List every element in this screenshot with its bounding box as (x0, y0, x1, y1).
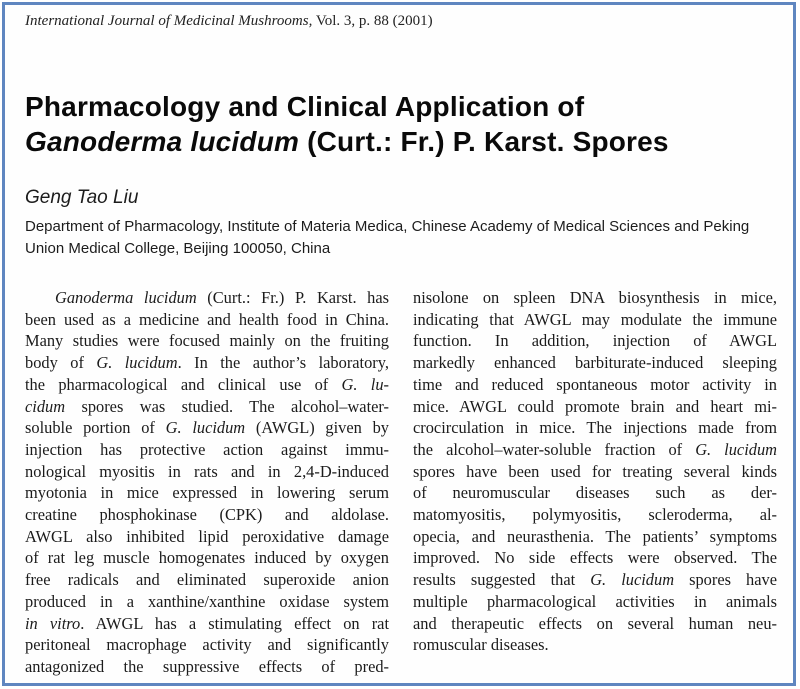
text-line (25, 287, 389, 309)
text-segment: creatine phosphokinase (CPK) and aldolase. (25, 505, 389, 525)
text-segment: G. lu- (341, 374, 390, 394)
text-segment: antagonized the suppressive effects of pred- (25, 656, 389, 676)
journal-issue-info: Vol. 3, p. 88 (2001) (312, 13, 433, 29)
text-line (413, 634, 777, 656)
text-segment: G. lucidum (96, 353, 178, 373)
text-line (413, 374, 777, 396)
text-line (413, 287, 777, 309)
journal-header (25, 13, 433, 30)
text-line (25, 352, 389, 374)
text-line (25, 547, 389, 569)
text-line (25, 461, 389, 483)
text-line (413, 309, 777, 331)
text-segment: injection has protective action against immu- (25, 439, 389, 459)
text-segment: multiple pharmacological activities in animals (413, 591, 777, 611)
text-line (25, 439, 389, 461)
text-segment: indicating that AWGL may modulate the immune (413, 309, 777, 329)
text-segment: nological myositis in rats and in 2,4-D-induced (25, 461, 389, 481)
text-line (25, 526, 389, 548)
text-segment: function. In addition, injection of AWGL (413, 331, 777, 351)
text-segment: opecia, and neurasthenia. The patients’ symptoms (413, 526, 777, 546)
text-segment: of rat leg muscle homogenates induced by oxygen (25, 548, 389, 568)
article-title-line2 (25, 124, 669, 159)
text-segment: cidum (25, 396, 66, 416)
text-line (413, 417, 777, 439)
author-affiliation (25, 216, 749, 259)
text-line (413, 504, 777, 526)
text-segment: nisolone on spleen DNA biosynthesis in mice, (413, 288, 777, 307)
text-segment: produced in a xanthine/xanthine oxidase system (25, 591, 389, 611)
text-line (25, 482, 389, 504)
text-line (25, 374, 389, 396)
text-line (25, 613, 389, 635)
abstract-columns (25, 287, 777, 678)
text-segment: mice. AWGL could promote brain and heart mi- (413, 396, 777, 416)
text-segment: soluble portion of (25, 418, 166, 438)
text-segment: results suggested that (413, 570, 591, 590)
text-segment: markedly enhanced barbiturate-induced sleeping (413, 353, 777, 373)
text-segment: spores have (674, 570, 777, 590)
text-segment: been used as a medicine and health food in China. (25, 309, 389, 329)
text-segment: (AWGL) given by (245, 418, 390, 438)
article-title-line1: Pharmacology and Clinical Application of (25, 91, 585, 122)
text-segment: Many studies were focused mainly on the fruiting (25, 331, 389, 351)
text-segment: . In the author’s laboratory, (177, 353, 389, 373)
text-segment: time and reduced spontaneous motor activity in (413, 374, 777, 394)
text-segment: of neuromuscular diseases such as der- (413, 483, 777, 503)
text-segment: body of (25, 353, 97, 373)
text-segment: spores was studied. The alcohol–water- (65, 396, 389, 416)
text-line (25, 330, 389, 352)
author-name: Geng Tao Liu (25, 187, 139, 208)
journal-name: International Journal of Medicinal Mushrooms, (25, 13, 313, 29)
text-segment: improved. No side effects were observed. The (413, 548, 777, 568)
text-line (25, 396, 389, 418)
text-line (413, 569, 777, 591)
text-segment: G. lucidum (165, 418, 246, 438)
abstract-left-column (25, 287, 389, 678)
text-line (413, 396, 777, 418)
text-line (413, 613, 777, 635)
text-line (25, 634, 389, 656)
text-segment: (Curt.: Fr.) P. Karst. has (196, 288, 389, 307)
text-line (413, 591, 777, 613)
text-segment: peritoneal macrophage activity and significantly (25, 635, 389, 655)
page-frame (2, 2, 796, 686)
text-segment: free radicals and eliminated superoxide anion (25, 570, 389, 590)
text-segment: the alcohol–water-soluble fraction of (413, 439, 696, 459)
text-segment: AWGL also inhibited lipid peroxidative damage (25, 526, 389, 546)
affiliation-line2: Union Medical College, Beijing 100050, China (25, 239, 331, 257)
text-segment: romuscular diseases. (413, 635, 549, 655)
text-segment: G. lucidum (590, 570, 675, 590)
article-title (25, 89, 669, 159)
text-segment: . AWGL has a stimulating effect on rat (80, 613, 389, 633)
text-segment: Ganoderma lucidum (55, 288, 197, 307)
text-line (25, 569, 389, 591)
abstract-right-column (413, 287, 777, 678)
text-line (413, 352, 777, 374)
text-line (25, 417, 389, 439)
text-line (413, 330, 777, 352)
text-segment: G. lucidum (695, 439, 777, 459)
text-line (25, 309, 389, 331)
text-line (413, 439, 777, 461)
text-line (413, 526, 777, 548)
text-line (25, 591, 389, 613)
text-segment: in vitro (25, 613, 81, 633)
text-segment: matomyositis, polymyositis, scleroderma, al- (413, 505, 777, 525)
text-segment: Ganoderma lucidum (25, 126, 300, 157)
text-segment: myotonia in mice expressed in lowering serum (25, 483, 389, 503)
text-line (413, 482, 777, 504)
text-line (25, 656, 389, 678)
text-segment: (Curt.: Fr.) P. Karst. Spores (299, 126, 669, 157)
text-segment: spores have been used for treating several kinds (413, 461, 777, 481)
affiliation-line1: Department of Pharmacology, Institute of Materia Medica, Chinese Academy of Medical Sciences and Peking (25, 218, 750, 235)
text-segment: the pharmacological and clinical use of (25, 374, 342, 394)
text-line (413, 461, 777, 483)
text-segment: and therapeutic effects on several human neu- (413, 613, 777, 633)
text-line (25, 504, 389, 526)
text-segment: crocirculation in mice. The injections made from (413, 418, 777, 438)
text-line (413, 547, 777, 569)
